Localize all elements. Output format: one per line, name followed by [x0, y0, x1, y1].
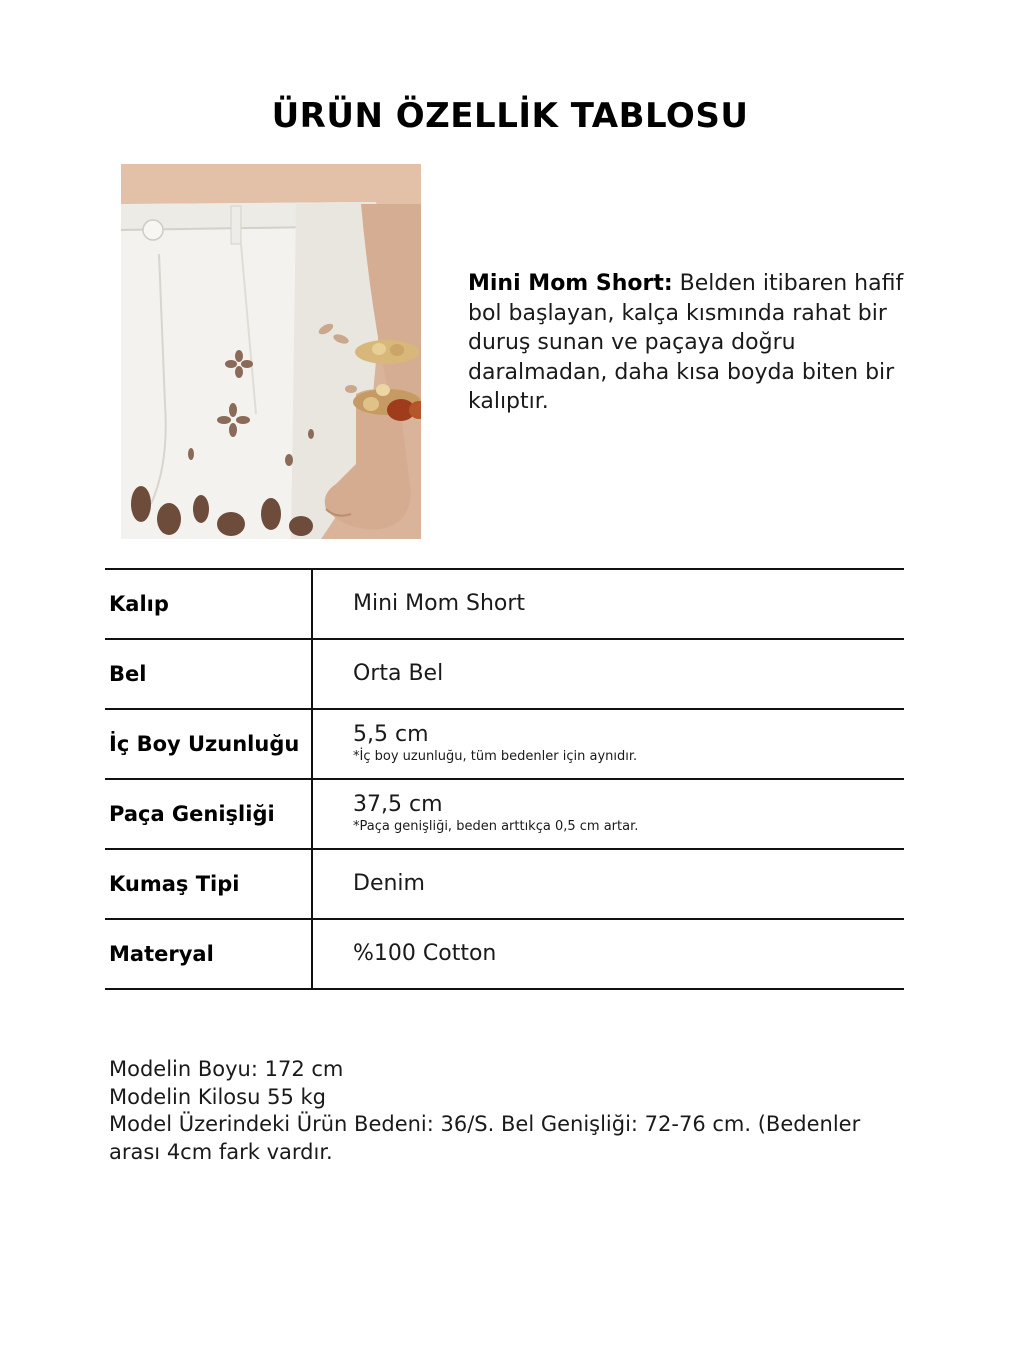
spec-value: Orta Bel — [353, 661, 444, 686]
spec-value: %100 Cotton — [353, 941, 497, 966]
model-info — [109, 1056, 909, 1166]
spec-note: *Paça genişliği, beden arttıkça 0,5 cm artar. — [353, 819, 639, 834]
spec-value-cell — [312, 919, 904, 989]
table-row — [105, 849, 904, 919]
spec-value: 37,5 cm — [353, 792, 443, 817]
spec-value-cell — [312, 849, 904, 919]
product-description — [468, 269, 938, 417]
spec-value-cell — [312, 709, 904, 779]
model-size: Model Üzerindeki Ürün Bedeni: 36/S. Bel Genişliği: 72-76 cm. (Bedenler — [109, 1112, 861, 1136]
spec-value-cell — [312, 569, 904, 639]
spec-note: *İç boy uzunluğu, tüm bedenler için aynıdır. — [353, 749, 638, 764]
spec-label: Kumaş Tipi — [105, 849, 312, 919]
model-size-note: arası 4cm fark vardır. — [109, 1139, 333, 1164]
product-name: Mini Mom Short: — [468, 271, 673, 296]
spec-label: Paça Genişliği — [105, 779, 312, 849]
table-row — [105, 919, 904, 989]
product-description-text: Belden itibaren hafif bol başlayan, kalça kısmında rahat bir duruş sunan ve paçaya doğru daralmadan, daha kısa boyda biten bir kalıptır. — [468, 271, 904, 414]
page-title: ÜRÜN ÖZELLİK TABLOSU — [271, 96, 749, 136]
spec-label: Kalıp — [105, 569, 312, 639]
spec-value-cell — [312, 639, 904, 709]
spec-value: 5,5 cm — [353, 722, 429, 747]
spec-value: Mini Mom Short — [353, 591, 526, 616]
spec-label: Bel — [105, 639, 312, 709]
table-row — [105, 709, 904, 779]
spec-value-cell — [312, 779, 904, 849]
table-row — [105, 779, 904, 849]
spec-label: İç Boy Uzunluğu — [105, 709, 312, 779]
model-height: Modelin Boyu: 172 cm — [109, 1057, 344, 1081]
table-row — [105, 639, 904, 709]
model-weight: Modelin Kilosu 55 kg — [109, 1084, 326, 1109]
table-row — [105, 569, 904, 639]
spec-label: Materyal — [105, 919, 312, 989]
product-photo — [121, 164, 421, 539]
spec-value: Denim — [353, 871, 425, 896]
spec-table — [105, 568, 904, 990]
